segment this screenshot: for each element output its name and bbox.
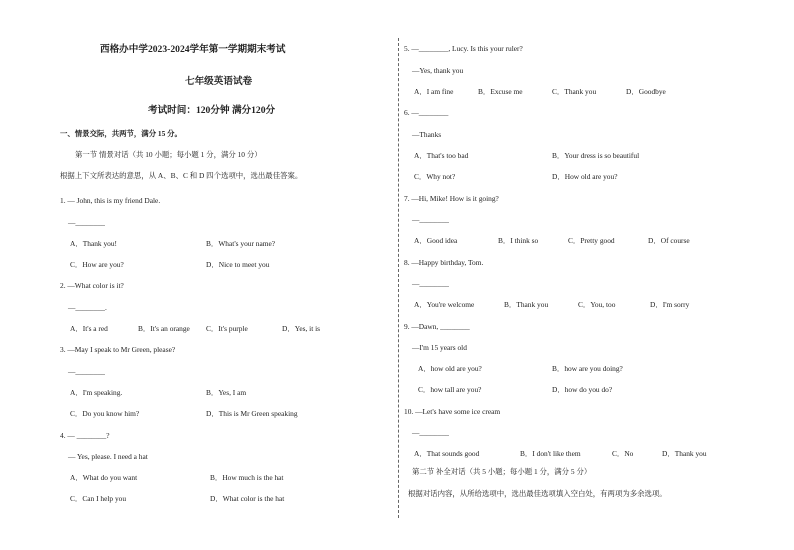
question-2-option-b[interactable]: B．It's an orange (138, 324, 190, 333)
question-7-answer-line: —________ (412, 215, 449, 224)
question-10-option-b[interactable]: B．I don't like them (520, 449, 581, 458)
question-1-stem: 1. — John, this is my friend Dale. (60, 196, 161, 205)
exam-time-score: 考试时间：120分钟 满分120分 (148, 105, 276, 116)
question-9-option-a[interactable]: A．how old are you? (418, 364, 482, 373)
question-10-option-c[interactable]: C．No (612, 449, 634, 458)
question-1-option-c[interactable]: C．How are you? (70, 260, 124, 269)
question-2-option-c[interactable]: C．It's purple (206, 324, 248, 333)
question-7-option-b[interactable]: B．I think so (498, 236, 539, 245)
question-6-option-c[interactable]: C．Why not? (414, 172, 456, 181)
question-9-stem: 9. —Dawn, ________ (404, 322, 470, 331)
question-4-option-d[interactable]: D．What color is the hat (210, 494, 285, 503)
question-9-option-d[interactable]: D．how do you do? (552, 385, 613, 394)
question-4-option-c[interactable]: C．Can I help you (70, 494, 127, 503)
part2-heading: 第二节 补全对话（共 5 小题；每小题 1 分，满分 5 分） (412, 467, 592, 476)
question-4-option-b[interactable]: B．How much is the hat (210, 473, 284, 482)
question-10-answer-line: —________ (412, 428, 449, 437)
question-3-option-c[interactable]: C．Do you know him? (70, 409, 140, 418)
question-2-stem: 2. —What color is it? (60, 281, 124, 290)
question-8-answer-line: —________ (412, 279, 449, 288)
question-10-option-d[interactable]: D．Thank you (662, 449, 707, 458)
question-7-option-a[interactable]: A．Good idea (414, 236, 458, 245)
question-6-stem: 6. —________ (404, 108, 449, 117)
question-7-stem: 7. —Hi, Mike! How is it going? (404, 194, 499, 203)
question-2-option-a[interactable]: A．It's a red (70, 324, 108, 333)
question-6-option-b[interactable]: B．Your dress is so beautiful (552, 151, 640, 160)
question-3-option-d[interactable]: D．This is Mr Green speaking (206, 409, 298, 418)
section1-heading: 一、情景交际，共两节，满分 15 分。 (60, 129, 182, 138)
question-4-answer-line: — Yes, please. I need a hat (68, 452, 148, 461)
question-8-option-c[interactable]: C．You, too (578, 300, 616, 309)
question-8-option-a[interactable]: A．You're welcome (414, 300, 475, 309)
question-3-option-a[interactable]: A．I'm speaking. (70, 388, 123, 397)
question-9-option-c[interactable]: C．how tall are you? (418, 385, 482, 394)
question-8-option-b[interactable]: B．Thank you (504, 300, 549, 309)
part2-instruction: 根据对话内容，从所给选项中，选出最佳选项填入空白处，有两项为多余选项。 (408, 489, 667, 498)
exam-title: 西格办中学2023-2024学年第一学期期末考试 (100, 44, 286, 55)
question-1-option-d[interactable]: D．Nice to meet you (206, 260, 270, 269)
question-3-answer-line: —________ (68, 367, 105, 376)
question-3-stem: 3. —May I speak to Mr Green, please? (60, 345, 176, 354)
column-divider (398, 38, 399, 518)
question-8-stem: 8. —Happy birthday, Tom. (404, 258, 484, 267)
question-3-option-b[interactable]: B．Yes, I am (206, 388, 247, 397)
question-1-option-b[interactable]: B．What's your name? (206, 239, 276, 248)
question-9-answer-line: —I'm 15 years old (412, 343, 467, 352)
exam-subtitle: 七年级英语试卷 (185, 76, 253, 87)
question-4-option-a[interactable]: A．What do you want (70, 473, 138, 482)
question-7-option-d[interactable]: D．Of course (648, 236, 690, 245)
part1-instruction: 根据上下文所表达的意思，从 A、B、C 和 D 四个选项中，选出最佳答案。 (60, 171, 303, 180)
question-5-option-b[interactable]: B．Excuse me (478, 87, 523, 96)
question-5-answer-line: —Yes, thank you (412, 66, 464, 75)
question-2-answer-line: —________. (68, 303, 107, 312)
question-1-answer-line: —________ (68, 218, 105, 227)
question-10-stem: 10. —Let's have some ice cream (404, 407, 501, 416)
question-6-option-a[interactable]: A．That's too bad (414, 151, 469, 160)
question-5-option-a[interactable]: A．I am fine (414, 87, 454, 96)
question-1-option-a[interactable]: A．Thank you! (70, 239, 118, 248)
question-5-option-d[interactable]: D．Goodbye (626, 87, 666, 96)
question-6-option-d[interactable]: D．How old are you? (552, 172, 618, 181)
question-5-option-c[interactable]: C．Thank you (552, 87, 597, 96)
question-9-option-b[interactable]: B．how are you doing? (552, 364, 623, 373)
question-4-stem: 4. — ________? (60, 431, 110, 440)
part1-heading: 第一节 情景对话（共 10 小题；每小题 1 分，满分 10 分） (75, 150, 262, 159)
question-6-answer-line: —Thanks (412, 130, 442, 139)
question-2-option-d[interactable]: D．Yes, it is (282, 324, 321, 333)
question-5-stem: 5. —________, Lucy. Is this your ruler? (404, 44, 523, 53)
question-10-option-a[interactable]: A．That sounds good (414, 449, 480, 458)
question-7-option-c[interactable]: C．Pretty good (568, 236, 615, 245)
question-8-option-d[interactable]: D．I'm sorry (650, 300, 690, 309)
